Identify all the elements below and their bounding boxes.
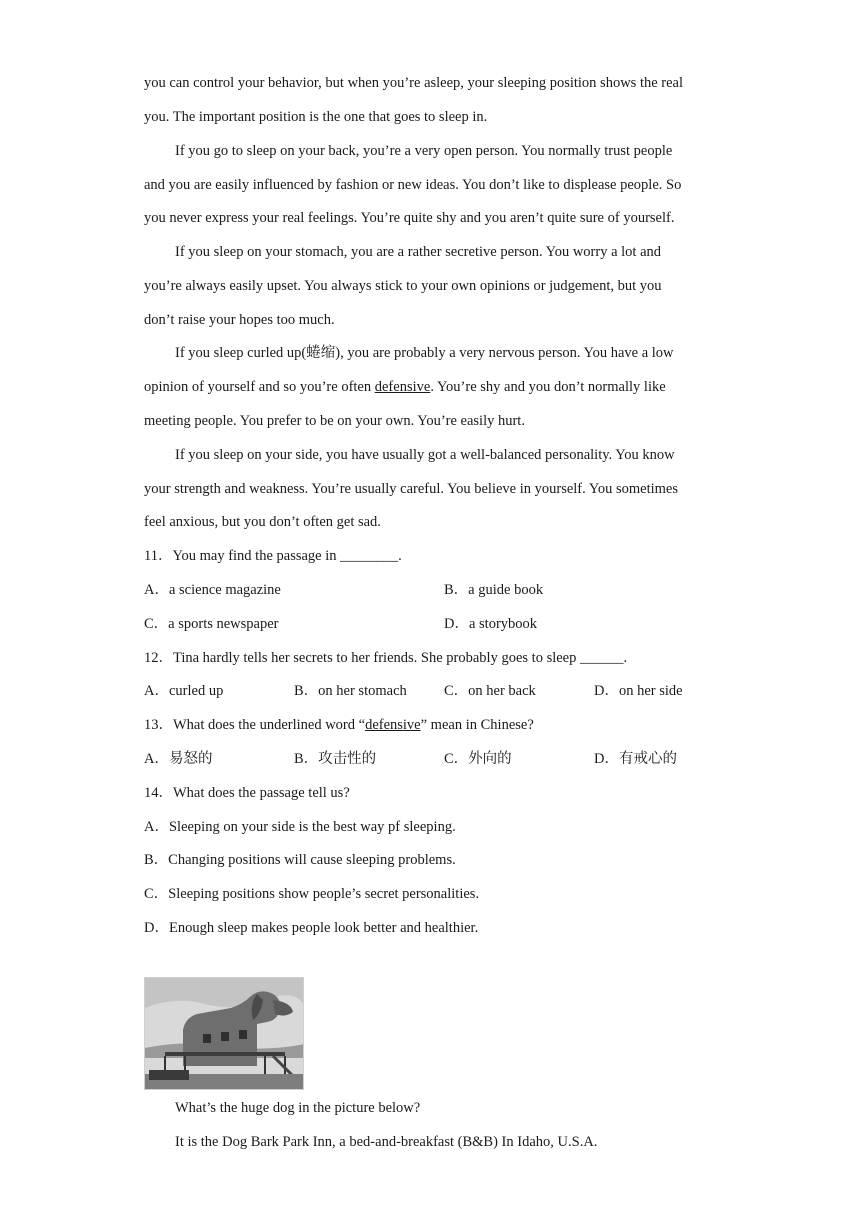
q13-option-a: A．易怒的 bbox=[144, 751, 213, 767]
passage-line bbox=[144, 377, 666, 397]
q11-option-a: A．a science magazine bbox=[144, 582, 281, 598]
q11-option-d: D．a storybook bbox=[444, 616, 538, 632]
question-13-stem bbox=[144, 715, 534, 735]
q14-option-d: D．Enough sleep makes people look better and healthier. bbox=[144, 920, 479, 936]
question-12-stem: 12．Tina hardly tells her secrets to her friends. She probably goes to sleep ______. bbox=[144, 650, 628, 666]
q14-option-b: B．Changing positions will cause sleeping problems. bbox=[144, 852, 456, 868]
passage-line: you. The important position is the one that goes to sleep in. bbox=[144, 109, 488, 125]
passage-line: If you sleep on your side, you have usually got a well-balanced personality. You know bbox=[175, 447, 675, 463]
passage-line: and you are easily influenced by fashion or new ideas. You don’t like to displease people. So bbox=[144, 177, 682, 193]
passage-line: you never express your real feelings. You’re quite shy and you aren’t quite sure of yourself. bbox=[144, 210, 675, 226]
q14-option-c: C．Sleeping positions show people’s secret personalities. bbox=[144, 886, 480, 902]
passage-line: you’re always easily upset. You always stick to your own opinions or judgement, but you bbox=[144, 278, 662, 294]
passage-line: If you sleep on your stomach, you are a rather secretive person. You worry a lot and bbox=[175, 244, 662, 260]
passage-line: If you go to sleep on your back, you’re a very open person. You normally trust people bbox=[175, 143, 673, 159]
q14-option-a: A．Sleeping on your side is the best way pf sleeping. bbox=[144, 819, 456, 835]
q13-option-d: D．有戒心的 bbox=[594, 751, 677, 767]
q13-option-b: B．攻击性的 bbox=[294, 751, 377, 767]
passage-line: It is the Dog Bark Park Inn, a bed-and-breakfast (B&B) In Idaho, U.S.A. bbox=[175, 1134, 598, 1150]
q13-option-c: C．外向的 bbox=[444, 751, 512, 767]
question-14-stem: 14．What does the passage tell us? bbox=[144, 785, 350, 801]
question-text: ” mean in Chinese? bbox=[420, 717, 534, 733]
passage-line: feel anxious, but you don’t often get sad. bbox=[144, 514, 381, 530]
q12-option-d: D．on her side bbox=[594, 683, 683, 699]
passage-text: opinion of yourself and so you’re often bbox=[144, 379, 375, 395]
underlined-word: defensive bbox=[365, 717, 421, 733]
passage-line: your strength and weakness. You’re usually careful. You believe in yourself. You sometimes bbox=[144, 481, 679, 497]
question-11-stem: 11．You may find the passage in ________. bbox=[144, 548, 402, 564]
passage-line: you can control your behavior, but when you’re asleep, your sleeping position shows the real bbox=[144, 75, 684, 91]
question-text: 13．What does the underlined word “ bbox=[144, 717, 366, 733]
q11-option-b: B．a guide book bbox=[444, 582, 544, 598]
q12-option-b: B．on her stomach bbox=[294, 683, 407, 699]
dog-building-illustration bbox=[145, 978, 304, 1090]
passage-text: . You’re shy and you don’t normally like bbox=[430, 379, 666, 395]
q11-option-c: C．a sports newspaper bbox=[144, 616, 279, 632]
passage-line: If you sleep curled up(蜷缩), you are probably a very nervous person. You have a low bbox=[175, 345, 674, 361]
passage-line: What’s the huge dog in the picture below? bbox=[175, 1100, 421, 1116]
q12-option-a: A．curled up bbox=[144, 683, 224, 699]
passage-line: meeting people. You prefer to be on your own. You’re easily hurt. bbox=[144, 413, 525, 429]
underlined-word: defensive bbox=[374, 379, 431, 395]
passage-line: don’t raise your hopes too much. bbox=[144, 312, 335, 328]
q12-option-c: C．on her back bbox=[444, 683, 536, 699]
dog-bark-park-inn-photo bbox=[144, 977, 304, 1090]
